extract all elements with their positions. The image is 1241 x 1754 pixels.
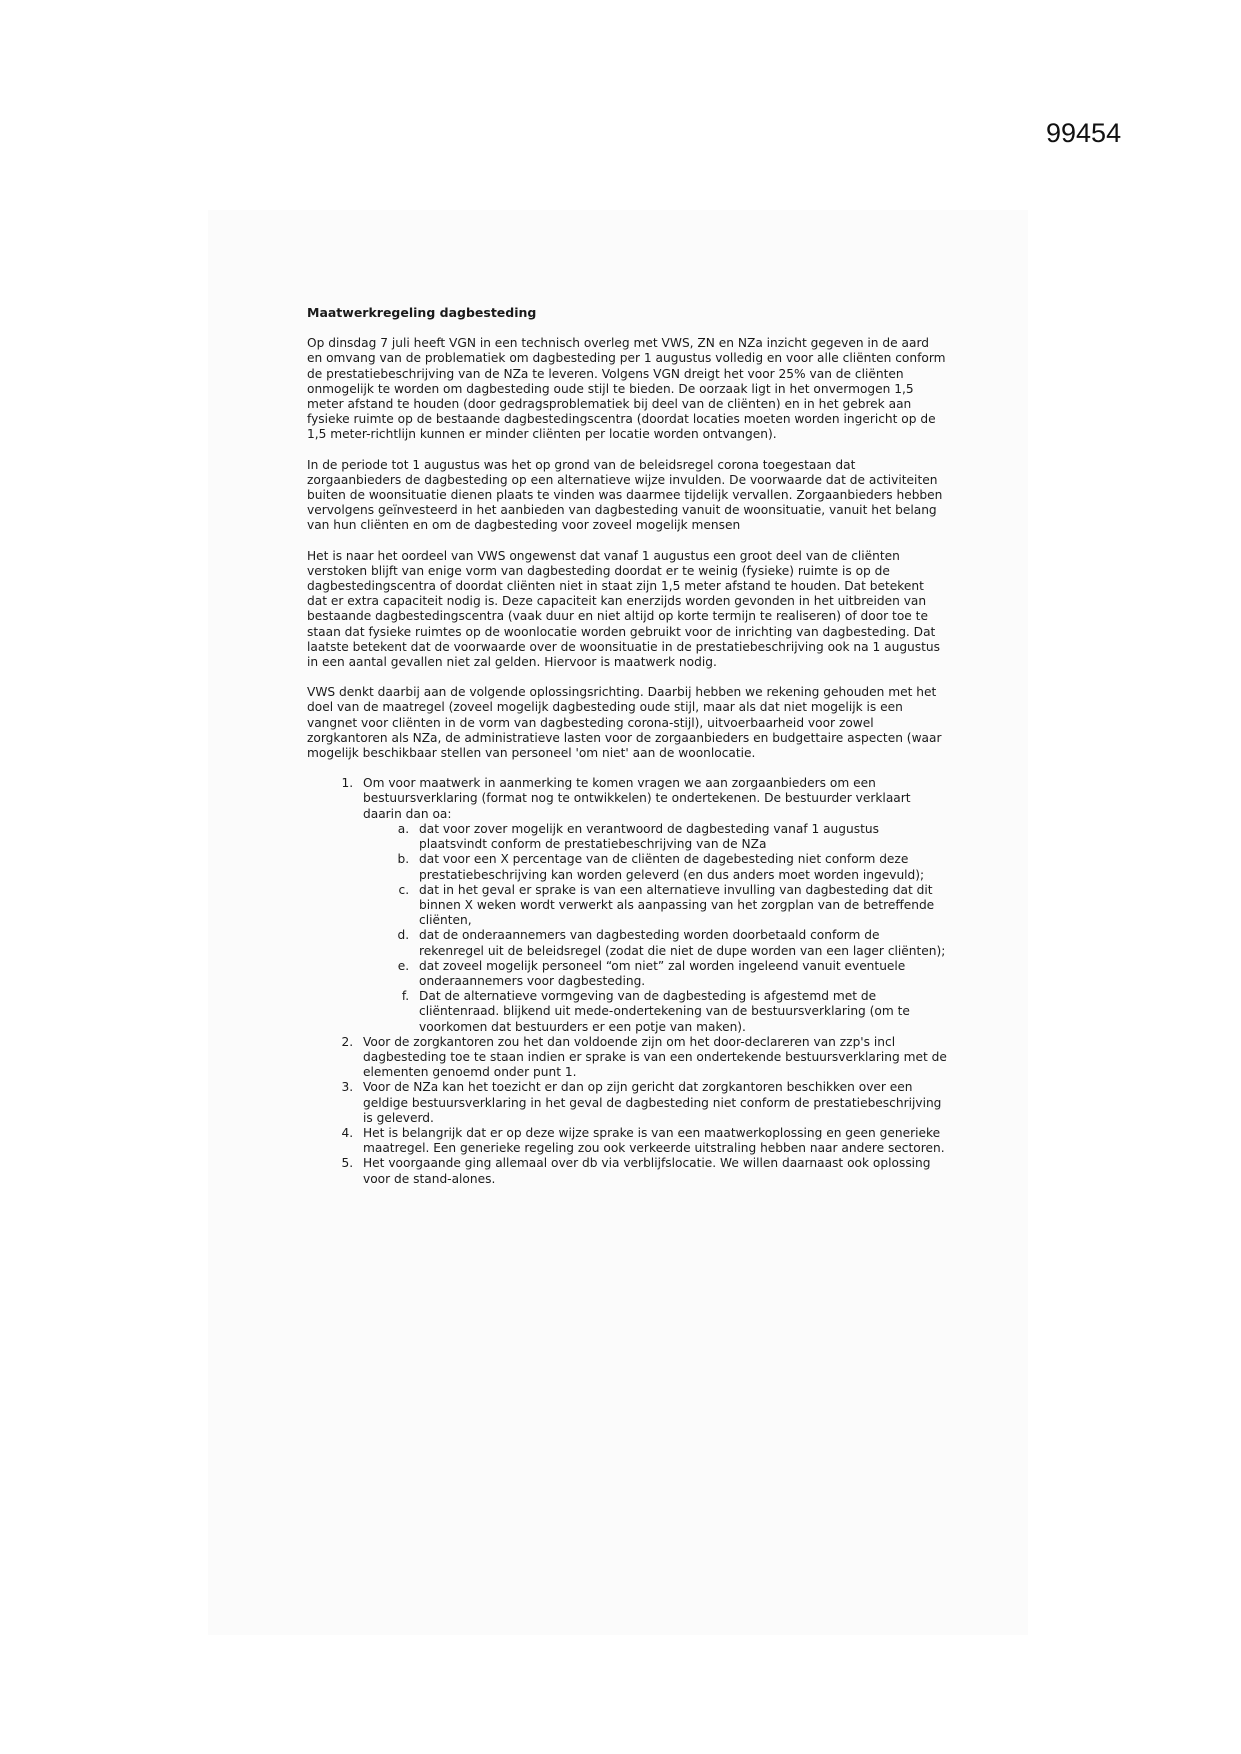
paragraph: Het is naar het oordeel van VWS ongewenst dat vanaf 1 augustus een groot deel van de cliënten verstoken blijft van enige vorm van dagbesteding doordat er te weinig (fysieke) ruimte is op de dagbestedingscentra of doordat cliënten niet in staat zijn 1,5 meter afstand te houden. Dat betekent dat er extra capaciteit nodig is. Deze capaciteit kan enerzijds worden gevonden in het uitbreiden van bestaande dagbestedingscentra (vaak duur en niet altijd op korte termijn te realiseren) of door toe te staan dat fysieke ruimtes op de woonlocatie worden gebruikt voor de inrichting van dagbesteding. Dat laatste betekent dat de voorwaarde over de woonsituatie in de prestatiebeschrijving ook na 1 augustus in een aantal gevallen niet zal gelden. Hiervoor is maatwerk nodig. (307, 548, 940, 670)
document-body (307, 305, 947, 1187)
sublist-item: c. dat in het geval er sprake is van een alternatieve invulling van dagbesteding dat dit binnen X weken wordt verwerkt als aanpassing van het zorgplan van de betreffende cliënten, (413, 883, 947, 929)
list-item: 2. Voor de zorgkantoren zou het dan voldoende zijn om het door-declareren van zzp's incl dagbesteding toe te staan indien er sprake is van een ondertekende bestuursverklaring met de elementen genoemd onder punt 1. (357, 1035, 947, 1081)
document-number: 99454 (1046, 118, 1122, 148)
list-item-text: Om voor maatwerk in aanmerking te komen vragen we aan zorgaanbieders om een bestuursverklaring (format nog te ontwikkelen) te ondertekenen. De bestuurder verklaart daarin dan oa: (363, 776, 911, 821)
sublist-item: a. dat voor zover mogelijk en verantwoord de dagbesteding vanaf 1 augustus plaatsvindt conform de prestatiebeschrijving van de NZa (413, 822, 947, 852)
list-item (357, 776, 947, 1034)
list-item: 5. Het voorgaande ging allemaal over db via verblijfslocatie. We willen daarnaast ook oplossing voor de stand-alones. (357, 1156, 947, 1186)
list-item: 4. Het is belangrijk dat er op deze wijze sprake is van een maatwerkoplossing en geen generieke maatregel. Een generieke regeling zou ook verkeerde uitstraling hebben naar andere sectoren. (357, 1126, 947, 1156)
paragraph: In de periode tot 1 augustus was het op grond van de beleidsregel corona toegestaan dat zorgaanbieders de dagbesteding op een alternatieve wijze invulden. De voorwaarde dat de activiteiten buiten de woonsituatie dienen plaats te vinden was daarmee tijdelijk vervallen. Zorgaanbieders hebben vervolgens geïnvesteerd in het aanbieden van dagbesteding vanuit de woonsituatie, vanuit het belang van hun cliënten en om de dagbesteding voor zoveel mogelijk mensen (307, 457, 943, 533)
sublist-item: d. dat de onderaannemers van dagbesteding worden doorbetaald conform de rekenregel uit de beleidsregel (zodat die niet de dupe worden van een lager cliënten); (413, 928, 947, 958)
document-title: Maatwerkregeling dagbesteding (307, 305, 537, 320)
lettered-sublist (363, 822, 947, 1035)
paragraph: Op dinsdag 7 juli heeft VGN in een technisch overleg met VWS, ZN en NZa inzicht gegeven in de aard en omvang van de problematiek om dagbesteding per 1 augustus volledig en voor alle cliënten conform de prestatiebeschrijving van de NZa te leveren. Volgens VGN dreigt het voor 25% van de cliënten onmogelijk te worden om dagbesteding oude stijl te bieden. De oorzaak ligt in het onvermogen 1,5 meter afstand te houden (door gedragsproblematiek bij deel van de cliënten) en in het gebrek aan fysieke ruimte op de bestaande dagbestedingscentra (doordat locaties moeten worden ingericht op de 1,5 meter-richtlijn kunnen er minder cliënten per locatie worden ontvangen). (307, 336, 946, 442)
numbered-list (307, 776, 947, 1186)
sublist-item: f. Dat de alternatieve vormgeving van de dagbesteding is afgestemd met de cliëntenraad. blijkend uit mede-ondertekening van de bestuursverklaring (om te voorkomen dat bestuurders er een potje van maken). (413, 989, 947, 1035)
sublist-item: b. dat voor een X percentage van de cliënten de dagebesteding niet conform deze prestatiebeschrijving kan worden geleverd (en dus anders moet worden ingevuld); (413, 852, 947, 882)
sublist-item: e. dat zoveel mogelijk personeel “om niet” zal worden ingeleend vanuit eventuele onderaannemers voor dagbesteding. (413, 959, 947, 989)
paragraph: VWS denkt daarbij aan de volgende oplossingsrichting. Daarbij hebben we rekening gehouden met het doel van de maatregel (zoveel mogelijk dagbesteding oude stijl, maar als dat niet mogelijk is een vangnet voor cliënten in de vorm van dagbesteding corona-stijl), uitvoerbaarheid voor zowel zorgkantoren als NZa, de administratieve lasten voor de zorgaanbieders en budgettaire aspecten (waar mogelijk beschikbaar stellen van personeel 'om niet' aan de woonlocatie. (307, 685, 942, 761)
list-item: 3. Voor de NZa kan het toezicht er dan op zijn gericht dat zorgkantoren beschikken over een geldige bestuursverklaring in het geval de dagbesteding niet conform de prestatiebeschrijving is geleverd. (357, 1080, 947, 1126)
